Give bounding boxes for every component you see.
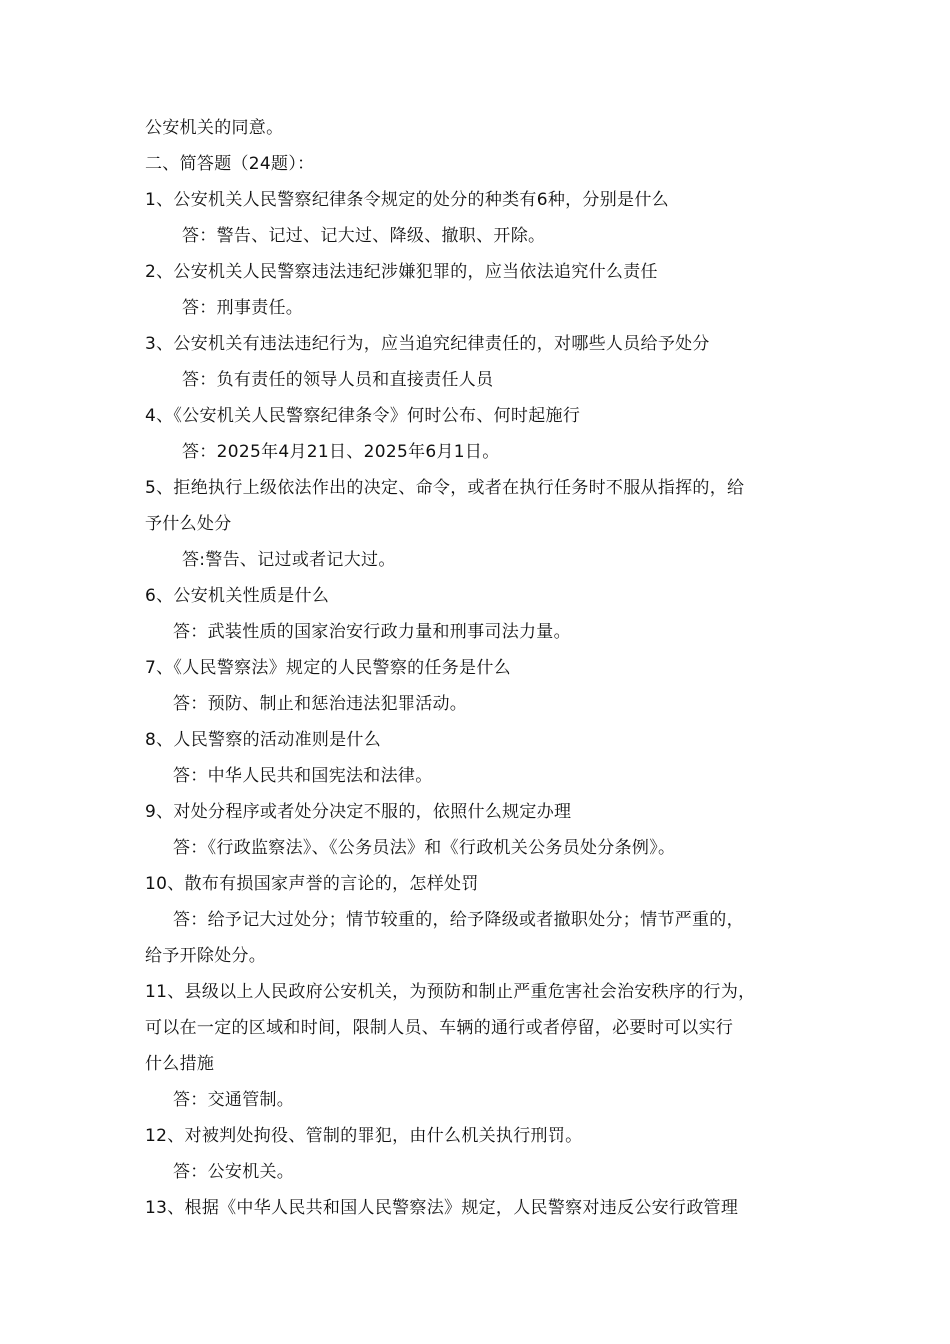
question-continuation: 可以在一定的区域和时间，限制人员、车辆的通行或者停留，必要时可以实行: [145, 1018, 734, 1038]
answer-line: 答：公安机关。: [173, 1162, 295, 1182]
answer-line: 答:警告、记过或者记大过。: [182, 550, 396, 570]
question-continuation: 予什么处分: [145, 514, 232, 534]
answer-line: 答：2025年4月21日、2025年6月1日。: [182, 442, 500, 462]
answer-line: 答：给予记大过处分；情节较重的，给予降级或者撤职处分；情节严重的，: [173, 910, 744, 930]
question-line: 5、拒绝执行上级依法作出的决定、命令，或者在执行任务时不服从指挥的，给: [145, 478, 745, 498]
question-line: 11、县级以上人民政府公安机关，为预防和制止严重危害社会治安秩序的行为，: [145, 982, 756, 1002]
answer-line: 答：中华人民共和国宪法和法律。: [173, 766, 433, 786]
document-body: [145, 110, 825, 1226]
answer-line: 答：负有责任的领导人员和直接责任人员: [182, 370, 494, 390]
answer-line: 答：刑事责任。: [182, 298, 304, 318]
question-line: 10、散布有损国家声誉的言论的，怎样处罚: [145, 874, 479, 894]
answer-line: 答：武装性质的国家治安行政力量和刑事司法力量。: [173, 622, 571, 642]
question-line: 1、公安机关人民警察纪律条令规定的处分的种类有6种，分别是什么: [145, 190, 669, 210]
question-line: 7、《人民警察法》规定的人民警察的任务是什么: [145, 658, 511, 678]
answer-line: 答：预防、制止和惩治违法犯罪活动。: [173, 694, 468, 714]
section-heading: 二、简答题（24题）：: [145, 154, 315, 174]
answer-line: 答：警告、记过、记大过、降级、撤职、开除。: [182, 226, 546, 246]
question-line: 8、人民警察的活动准则是什么: [145, 730, 382, 750]
question-line: 4、《公安机关人民警察纪律条令》何时公布、何时起施行: [145, 406, 581, 426]
question-line: 6、公安机关性质是什么: [145, 586, 330, 606]
question-line: 9、对处分程序或者处分决定不服的，依照什么规定办理: [145, 802, 572, 822]
question-line: 3、公安机关有违法违纪行为，应当追究纪律责任的，对哪些人员给予处分: [145, 334, 710, 354]
answer-continuation: 给予开除处分。: [145, 946, 267, 966]
question-continuation: 什么措施: [145, 1054, 215, 1074]
question-line: 12、对被判处拘役、管制的罪犯，由什么机关执行刑罚。: [145, 1126, 583, 1146]
text-line: 公安机关的同意。: [145, 118, 284, 138]
answer-line: 答：交通管制。: [173, 1090, 295, 1110]
question-line: 2、公安机关人民警察违法违纪涉嫌犯罪的，应当依法追究什么责任: [145, 262, 658, 282]
answer-line: 答：《行政监察法》、《公务员法》和《行政机关公务员处分条例》。: [173, 838, 676, 858]
question-line: 13、根据《中华人民共和国人民警察法》规定，人民警察对违反公安行政管理: [145, 1198, 739, 1218]
